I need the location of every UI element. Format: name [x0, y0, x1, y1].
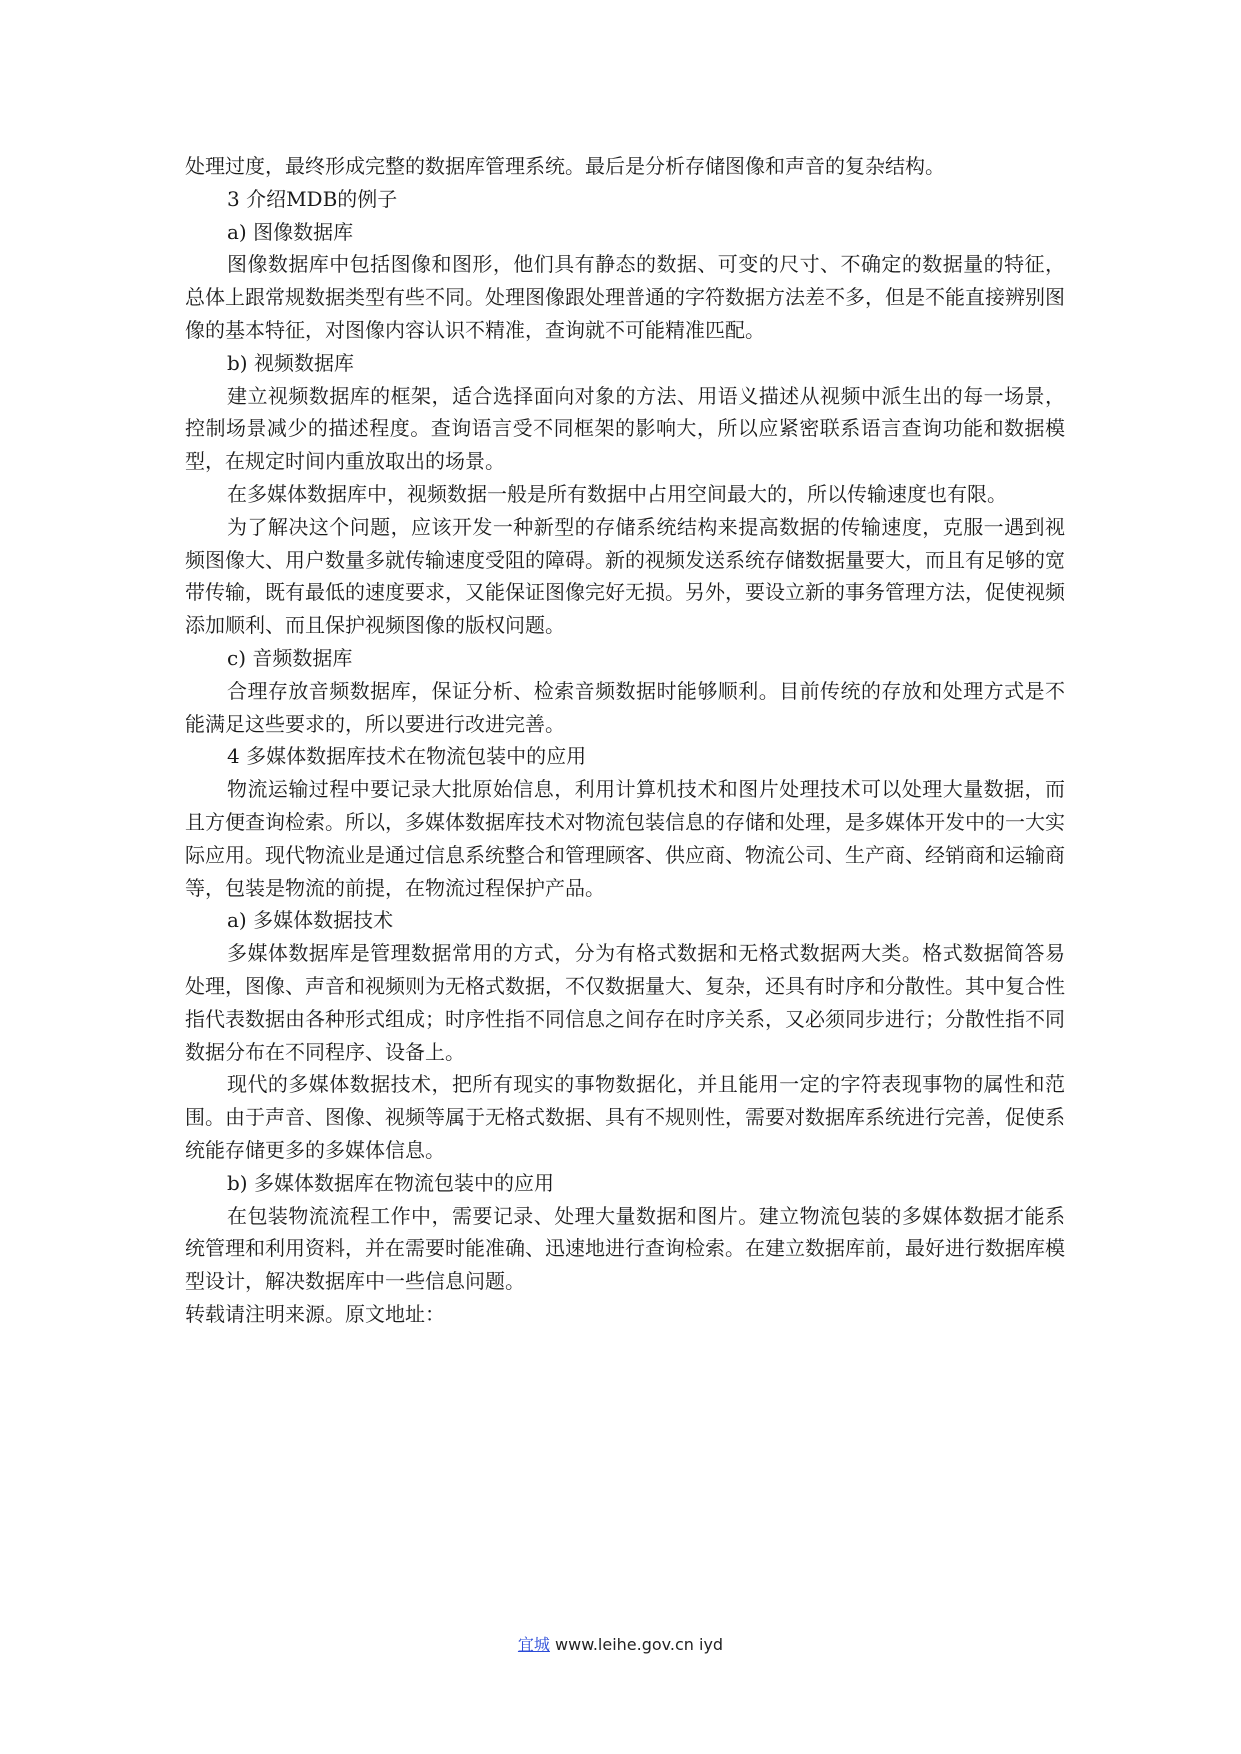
section-heading: 4 多媒体数据库技术在物流包装中的应用	[227, 744, 587, 769]
page-footer	[0, 1632, 1241, 1655]
subsection-heading: b) 多媒体数据库在物流包装中的应用	[227, 1170, 554, 1195]
subsection-heading: a) 多媒体数据技术	[227, 908, 394, 933]
paragraph: 处理过度，最终形成完整的数据库管理系统。最后是分析存储图像和声音的复杂结构。	[185, 154, 945, 178]
section-heading: 3 介绍MDB的例子	[227, 186, 398, 211]
footer-url: www.leihe.gov.cn iyd	[555, 1635, 724, 1654]
paragraph: 在多媒体数据库中，视频数据一般是所有数据中占用空间最大的，所以传输速度也有限。	[227, 481, 1007, 506]
paragraph: 合理存放音频数据库，保证分析、检索音频数据时能够顺利。目前传统的存放和处理方式是不能满足这些要求的，所以要进行改进完善。	[185, 678, 1065, 736]
subsection-heading: a) 图像数据库	[227, 219, 354, 244]
paragraph: 图像数据库中包括图像和图形，他们具有静态的数据、可变的尺寸、不确定的数据量的特征，总体上跟常规数据类型有些不同。处理图像跟处理普通的字符数据方法差不多，但是不能直接辨别图像的基本特征，对图像内容认识不精准，查询就不可能精准匹配。	[185, 252, 1065, 342]
paragraph: 为了解决这个问题，应该开发一种新型的存储系统结构来提高数据的传输速度，克服一遇到视频图像大、用户数量多就传输速度受阻的障碍。新的视频发送系统存储数据量要大，而且有足够的宽带传输，既有最低的速度要求，又能保证图像完好无损。另外，要设立新的事务管理方法，促使视频添加顺利、而且保护视频图像的版权问题。	[185, 514, 1065, 638]
paragraph: 物流运输过程中要记录大批原始信息，利用计算机技术和图片处理技术可以处理大量数据，而且方便查询检索。所以，多媒体数据库技术对物流包装信息的存储和处理，是多媒体开发中的一大实际应用。现代物流业是通过信息系统整合和管理顾客、供应商、物流公司、生产商、经销商和运输商等，包装是物流的前提，在物流过程保护产品。	[185, 777, 1065, 900]
subsection-heading: b) 视频数据库	[227, 350, 354, 375]
paragraph: 在包装物流流程工作中，需要记录、处理大量数据和图片。建立物流包装的多媒体数据才能系统管理和利用资料，并在需要时能准确、迅速地进行查询检索。在建立数据库前，最好进行数据库模型设计，解决数据库中一些信息问题。	[185, 1203, 1065, 1294]
paragraph: 多媒体数据库是管理数据常用的方式，分为有格式数据和无格式数据两大类。格式数据简答易处理，图像、声音和视频则为无格式数据，不仅数据量大、复杂，还具有时序和分散性。其中复合性指代表数据由各种形式组成；时序性指不同信息之间存在时序关系，又必须同步进行；分散性指不同数据分布在不同程序、设备上。	[185, 941, 1065, 1064]
article-body	[185, 150, 1065, 1331]
paragraph: 建立视频数据库的框架，适合选择面向对象的方法、用语义描述从视频中派生出的每一场景，控制场景减少的描述程度。查询语言受不同框架的影响大，所以应紧密联系语言查询功能和数据模型，在规定时间内重放取出的场景。	[185, 383, 1065, 474]
paragraph: 现代的多媒体数据技术，把所有现实的事物数据化，并且能用一定的字符表现事物的属性和范围。由于声音、图像、视频等属于无格式数据、具有不规则性，需要对数据库系统进行完善，促使系统能存储更多的多媒体信息。	[185, 1072, 1065, 1162]
source-note: 转载请注明来源。原文地址：	[185, 1301, 445, 1326]
subsection-heading: c) 音频数据库	[227, 645, 353, 670]
footer-link[interactable]: 宜城	[517, 1635, 550, 1654]
